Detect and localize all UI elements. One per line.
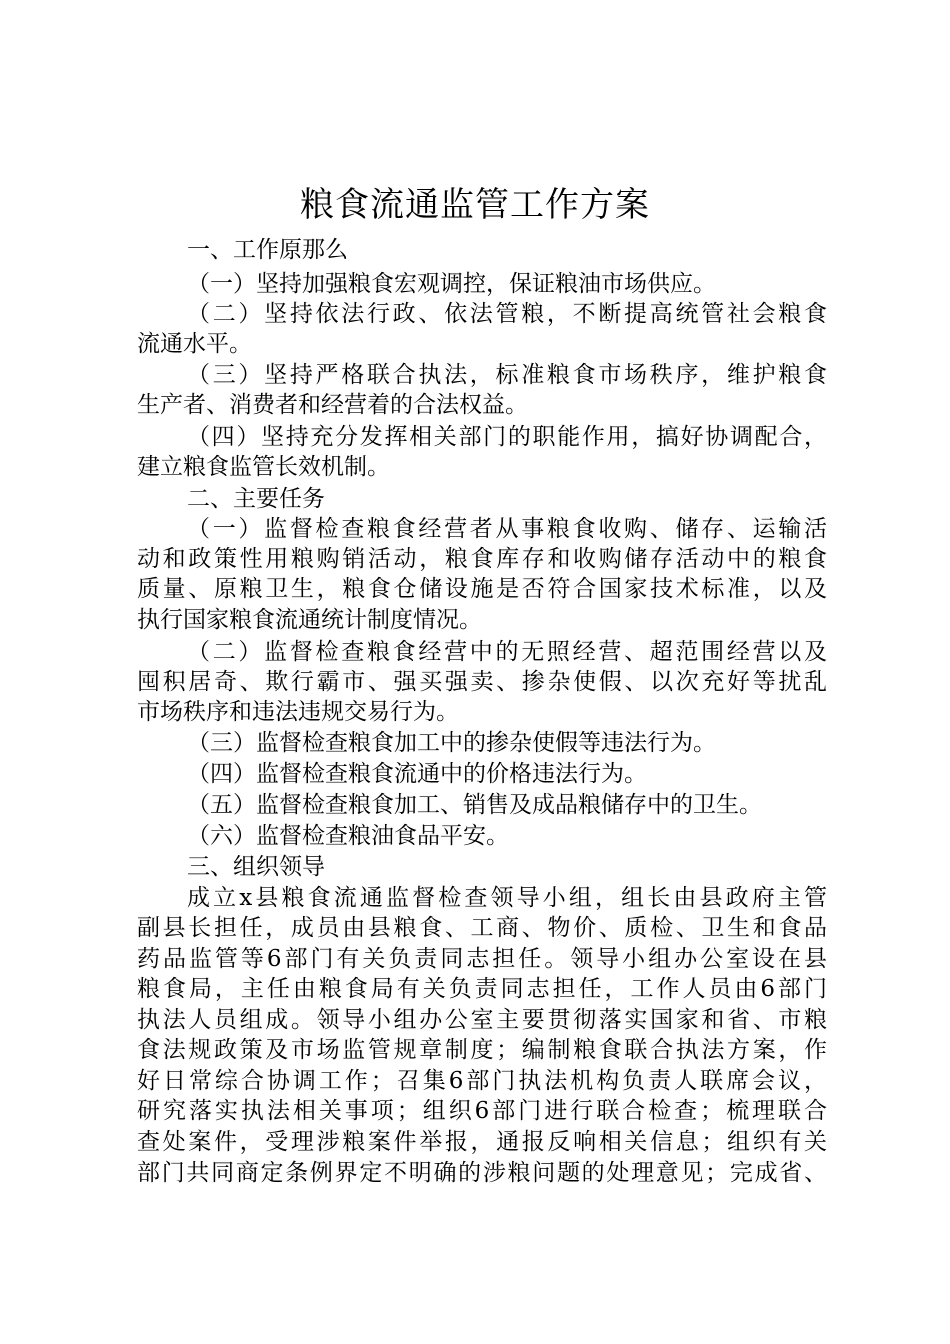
paragraph-line: 好日常综合协调工作；召集6部门执法机构负责人联席会议，: [137, 1068, 827, 1094]
paragraph-line: 执行国家粮食流通统计制度情况。: [137, 607, 482, 633]
paragraph-line: （一）坚持加强粮食宏观调控，保证粮油市场供应。: [187, 271, 716, 297]
document-title: 粮食流通监管工作方案: [300, 185, 650, 225]
paragraph-line: 部门共同商定条例界定不明确的涉粮问题的处理意见；完成省、: [137, 1160, 827, 1186]
paragraph-line: 执法人员组成。领导小组办公室主要贯彻落实国家和省、市粮: [137, 1007, 827, 1033]
paragraph-line: （二）监督检查粮食经营中的无照经营、超范围经营以及: [187, 639, 827, 665]
paragraph-line: （二）坚持依法行政、依法管粮，不断提高统管社会粮食: [187, 301, 827, 327]
paragraph-line: （六）监督检查粮油食品平安。: [187, 823, 509, 849]
paragraph-line: 质量、原粮卫生，粮食仓储设施是否符合国家技术标准，以及: [137, 576, 827, 602]
paragraph-line: 成立x县粮食流通监督检查领导小组，组长由县政府主管: [187, 885, 827, 911]
section-heading-tasks: 二、主要任务: [187, 486, 325, 512]
section-heading-principles: 一、工作原那么: [187, 237, 348, 263]
paragraph-line: 生产者、消费者和经营着的合法权益。: [137, 392, 528, 418]
paragraph-line: 副县长担任，成员由县粮食、工商、物价、质检、卫生和食品: [137, 915, 827, 941]
paragraph-line: （四）监督检查粮食流通中的价格违法行为。: [187, 761, 647, 787]
paragraph-line: （一）监督检查粮食经营者从事粮食收购、储存、运输活: [187, 516, 827, 542]
paragraph-line: 查处案件，受理涉粮案件举报，通报反响相关信息；组织有关: [137, 1129, 827, 1155]
paragraph-line: 动和政策性用粮购销活动，粮食库存和收购储存活动中的粮食: [137, 546, 827, 572]
paragraph-line: 研究落实执法相关事项；组织6部门进行联合检查；梳理联合: [137, 1098, 827, 1124]
paragraph-line: 建立粮食监管长效机制。: [137, 454, 390, 480]
paragraph-line: （五）监督检查粮食加工、销售及成品粮储存中的卫生。: [187, 792, 762, 818]
paragraph-line: 药品监管等6部门有关负责同志担任。领导小组办公室设在县: [137, 946, 827, 972]
paragraph-line: （四）坚持充分发挥相关部门的职能作用，搞好协调配合，: [187, 424, 827, 450]
paragraph-line: 市场秩序和违法违规交易行为。: [137, 699, 459, 725]
paragraph-line: （三）坚持严格联合执法，标准粮食市场秩序，维护粮食: [187, 362, 827, 388]
paragraph-line: 囤积居奇、欺行霸市、强买强卖、掺杂使假、以次充好等扰乱: [137, 669, 827, 695]
paragraph-line: 流通水平。: [137, 331, 252, 357]
paragraph-line: 食法规政策及市场监管规章制度；编制粮食联合执法方案，作: [137, 1037, 827, 1063]
section-heading-organization: 三、组织领导: [187, 854, 325, 880]
paragraph-line: 粮食局，主任由粮食局有关负责同志担任，工作人员由6部门: [137, 976, 827, 1002]
paragraph-line: （三）监督检查粮食加工中的掺杂使假等违法行为。: [187, 730, 716, 756]
